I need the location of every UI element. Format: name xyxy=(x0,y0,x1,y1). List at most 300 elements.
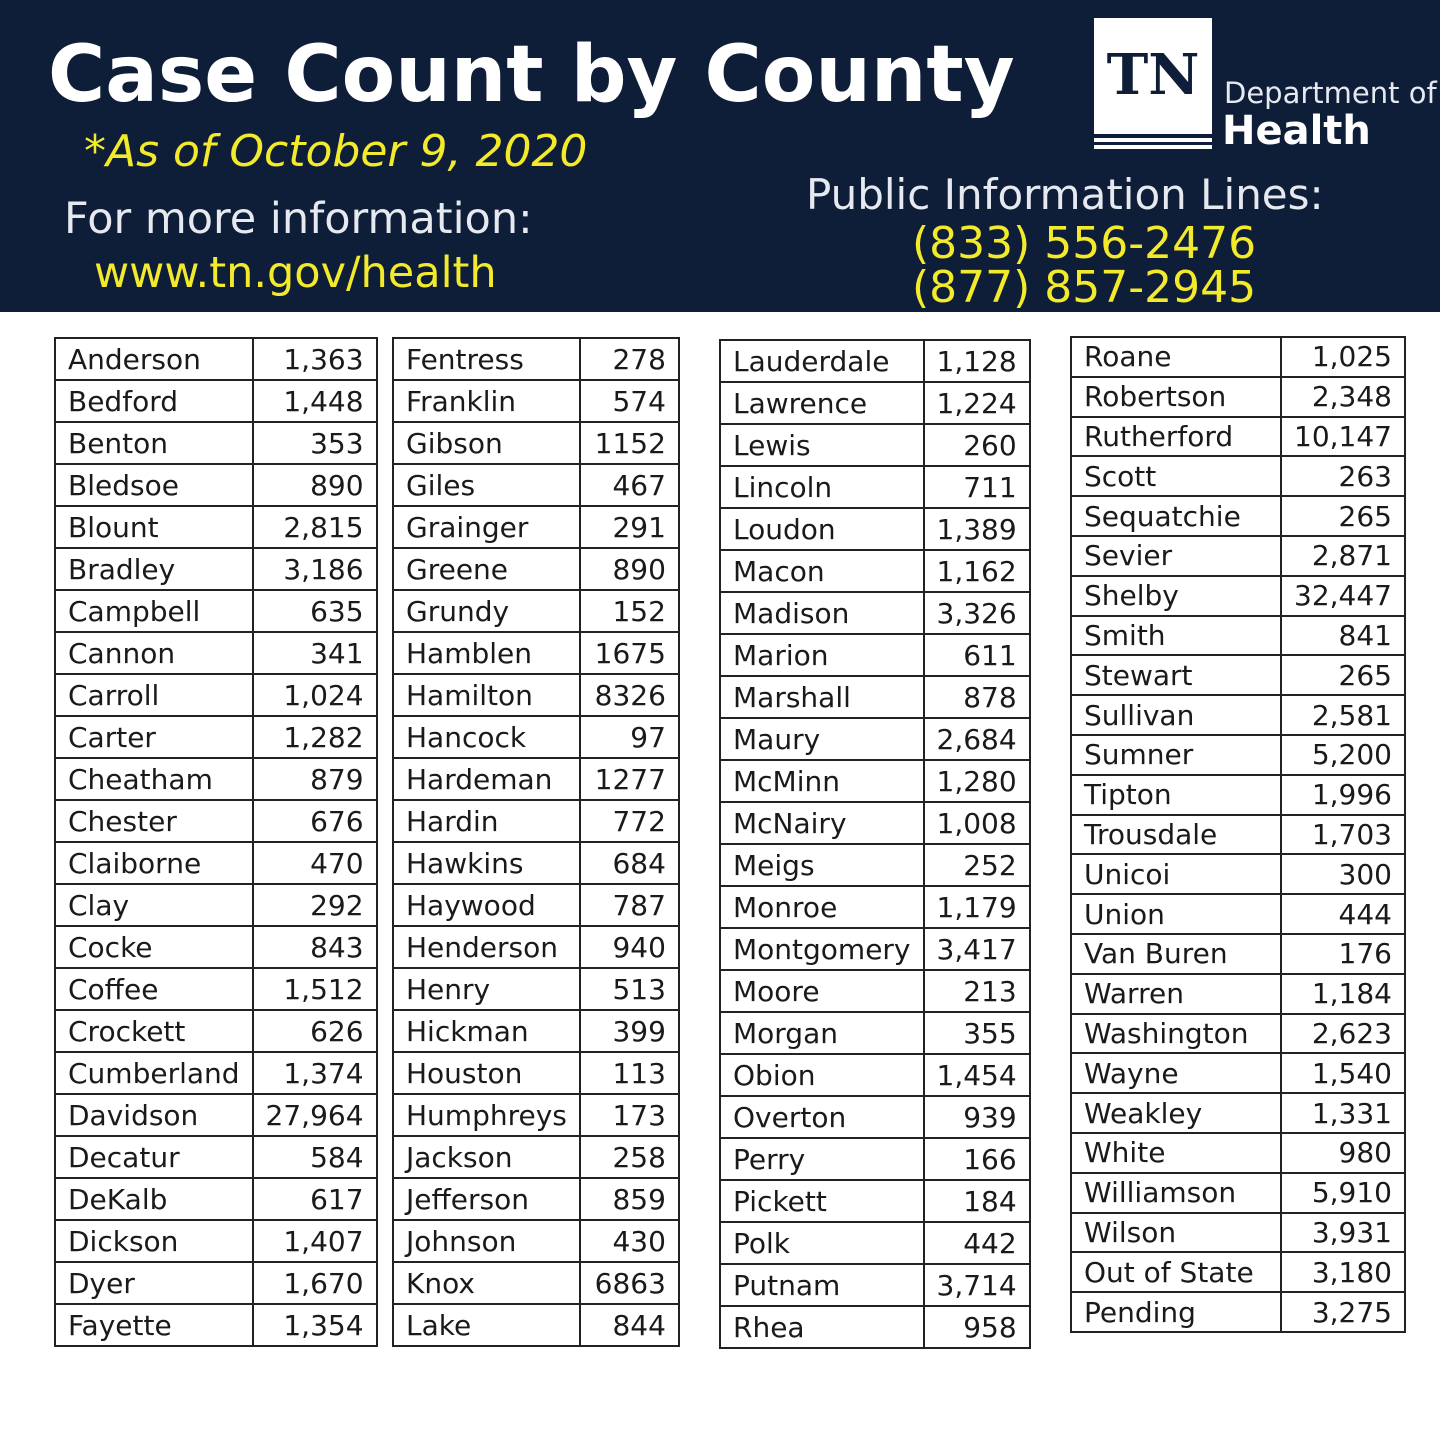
county-name: Madison xyxy=(720,592,924,634)
case-count: 3,326 xyxy=(924,592,1030,634)
case-count: 626 xyxy=(253,1010,377,1052)
table-row xyxy=(55,464,377,506)
county-name: Out of State xyxy=(1071,1252,1281,1292)
table-row xyxy=(393,1220,679,1262)
case-count: 300 xyxy=(1281,854,1405,894)
county-name: Davidson xyxy=(55,1094,253,1136)
case-count: 291 xyxy=(580,506,679,548)
table-row xyxy=(55,1052,377,1094)
table-row xyxy=(55,1262,377,1304)
case-count: 676 xyxy=(253,800,377,842)
county-name: Crockett xyxy=(55,1010,253,1052)
table-row xyxy=(1071,536,1405,576)
page-title: Case Count by County xyxy=(48,30,1015,120)
county-name: Stewart xyxy=(1071,655,1281,695)
table-row xyxy=(720,970,1030,1012)
county-name: Cannon xyxy=(55,632,253,674)
case-count: 184 xyxy=(924,1180,1030,1222)
case-count: 980 xyxy=(1281,1133,1405,1173)
table-row xyxy=(720,508,1030,550)
table-row xyxy=(1071,815,1405,855)
table-row xyxy=(55,1136,377,1178)
case-count: 1,280 xyxy=(924,760,1030,802)
table-row xyxy=(720,382,1030,424)
case-count: 574 xyxy=(580,380,679,422)
case-count: 265 xyxy=(1281,496,1405,536)
table-row xyxy=(720,1264,1030,1306)
case-count: 2,348 xyxy=(1281,377,1405,417)
case-count: 113 xyxy=(580,1052,679,1094)
county-name: Tipton xyxy=(1071,775,1281,815)
table-row xyxy=(1071,616,1405,656)
case-count: 1,025 xyxy=(1281,337,1405,377)
table-row xyxy=(1071,894,1405,934)
case-count: 1,162 xyxy=(924,550,1030,592)
county-name: Marion xyxy=(720,634,924,676)
case-count: 1277 xyxy=(580,758,679,800)
case-count: 584 xyxy=(253,1136,377,1178)
table-row xyxy=(720,466,1030,508)
county-name: Sequatchie xyxy=(1071,496,1281,536)
case-count: 263 xyxy=(1281,456,1405,496)
table-row xyxy=(393,380,679,422)
county-name: Sumner xyxy=(1071,735,1281,775)
county-name: Loudon xyxy=(720,508,924,550)
table-row xyxy=(55,716,377,758)
county-name: Rutherford xyxy=(1071,417,1281,457)
table-row xyxy=(720,718,1030,760)
case-count: 890 xyxy=(580,548,679,590)
table-row xyxy=(1071,974,1405,1014)
table-row xyxy=(55,884,377,926)
case-count: 711 xyxy=(924,466,1030,508)
county-name: Perry xyxy=(720,1138,924,1180)
case-count: 3,417 xyxy=(924,928,1030,970)
case-count: 1,389 xyxy=(924,508,1030,550)
county-name: Wilson xyxy=(1071,1213,1281,1253)
county-name: White xyxy=(1071,1133,1281,1173)
case-count: 611 xyxy=(924,634,1030,676)
county-name: Pending xyxy=(1071,1292,1281,1332)
case-count: 176 xyxy=(1281,934,1405,974)
county-name: Unicoi xyxy=(1071,854,1281,894)
table-row xyxy=(393,1178,679,1220)
case-count: 1,454 xyxy=(924,1054,1030,1096)
county-name: Dyer xyxy=(55,1262,253,1304)
county-name: Meigs xyxy=(720,844,924,886)
case-count: 1,448 xyxy=(253,380,377,422)
county-name: Fentress xyxy=(393,338,580,380)
county-name: Moore xyxy=(720,970,924,1012)
case-count: 890 xyxy=(253,464,377,506)
county-name: Bradley xyxy=(55,548,253,590)
case-count: 399 xyxy=(580,1010,679,1052)
case-count: 467 xyxy=(580,464,679,506)
county-name: Humphreys xyxy=(393,1094,580,1136)
case-count: 1,670 xyxy=(253,1262,377,1304)
case-count: 442 xyxy=(924,1222,1030,1264)
county-name: Marshall xyxy=(720,676,924,718)
logo-department-text: Department of xyxy=(1224,76,1437,110)
case-count: 8326 xyxy=(580,674,679,716)
table-row xyxy=(393,506,679,548)
case-count: 3,275 xyxy=(1281,1292,1405,1332)
county-name: Pickett xyxy=(720,1180,924,1222)
table-row xyxy=(393,422,679,464)
case-count: 1152 xyxy=(580,422,679,464)
table-row xyxy=(55,926,377,968)
county-name: Scott xyxy=(1071,456,1281,496)
county-name: Putnam xyxy=(720,1264,924,1306)
case-count: 1,374 xyxy=(253,1052,377,1094)
county-name: Macon xyxy=(720,550,924,592)
case-count: 2,871 xyxy=(1281,536,1405,576)
case-count: 353 xyxy=(253,422,377,464)
county-name: Coffee xyxy=(55,968,253,1010)
county-name: Hardeman xyxy=(393,758,580,800)
county-name: Johnson xyxy=(393,1220,580,1262)
case-count: 1,008 xyxy=(924,802,1030,844)
case-count: 5,200 xyxy=(1281,735,1405,775)
case-count: 879 xyxy=(253,758,377,800)
county-name: Sevier xyxy=(1071,536,1281,576)
table-row xyxy=(55,590,377,632)
county-name: Rhea xyxy=(720,1306,924,1348)
case-count: 1,179 xyxy=(924,886,1030,928)
as-of-date: *As of October 9, 2020 xyxy=(84,126,588,177)
county-name: McMinn xyxy=(720,760,924,802)
table-row xyxy=(393,590,679,632)
table-row xyxy=(55,842,377,884)
county-name: Henry xyxy=(393,968,580,1010)
county-table-3 xyxy=(719,339,1031,1349)
table-row xyxy=(393,926,679,968)
case-count: 635 xyxy=(253,590,377,632)
case-count: 843 xyxy=(253,926,377,968)
county-name: Grainger xyxy=(393,506,580,548)
table-row xyxy=(720,1180,1030,1222)
table-row xyxy=(55,674,377,716)
case-count: 430 xyxy=(580,1220,679,1262)
table-row xyxy=(1071,1133,1405,1173)
county-name: Union xyxy=(1071,894,1281,934)
county-name: Bledsoe xyxy=(55,464,253,506)
county-name: Morgan xyxy=(720,1012,924,1054)
case-count: 787 xyxy=(580,884,679,926)
table-row xyxy=(1071,456,1405,496)
table-row xyxy=(720,760,1030,802)
table-row xyxy=(393,1052,679,1094)
table-row xyxy=(393,674,679,716)
table-row xyxy=(55,1304,377,1346)
table-row xyxy=(55,632,377,674)
table-row xyxy=(55,422,377,464)
county-name: Carroll xyxy=(55,674,253,716)
county-name: Williamson xyxy=(1071,1173,1281,1213)
table-row xyxy=(720,634,1030,676)
county-name: Haywood xyxy=(393,884,580,926)
county-name: Hawkins xyxy=(393,842,580,884)
county-name: Washington xyxy=(1071,1014,1281,1054)
phone-number-2: (877) 857-2945 xyxy=(912,262,1257,313)
table-row xyxy=(1071,655,1405,695)
county-name: Fayette xyxy=(55,1304,253,1346)
table-row xyxy=(1071,576,1405,616)
logo-rule xyxy=(1094,138,1212,142)
table-row xyxy=(55,380,377,422)
case-count: 213 xyxy=(924,970,1030,1012)
county-name: Obion xyxy=(720,1054,924,1096)
county-name: Warren xyxy=(1071,974,1281,1014)
county-name: Cocke xyxy=(55,926,253,968)
table-row xyxy=(720,844,1030,886)
county-name: Hardin xyxy=(393,800,580,842)
case-count: 152 xyxy=(580,590,679,632)
case-count: 97 xyxy=(580,716,679,758)
county-table-2 xyxy=(392,337,680,1347)
table-row xyxy=(55,968,377,1010)
case-count: 3,180 xyxy=(1281,1252,1405,1292)
case-count: 1,354 xyxy=(253,1304,377,1346)
table-row xyxy=(1071,1213,1405,1253)
table-row xyxy=(1071,377,1405,417)
county-name: Wayne xyxy=(1071,1053,1281,1093)
table-row xyxy=(393,1136,679,1178)
case-count: 32,447 xyxy=(1281,576,1405,616)
case-count: 1,128 xyxy=(924,340,1030,382)
table-row xyxy=(55,338,377,380)
case-count: 260 xyxy=(924,424,1030,466)
county-name: Van Buren xyxy=(1071,934,1281,974)
table-row xyxy=(720,1096,1030,1138)
public-info-label: Public Information Lines: xyxy=(806,170,1324,219)
county-name: Dickson xyxy=(55,1220,253,1262)
county-name: Hancock xyxy=(393,716,580,758)
table-row xyxy=(720,1306,1030,1348)
table-row xyxy=(393,968,679,1010)
table-row xyxy=(393,1010,679,1052)
case-count: 2,815 xyxy=(253,506,377,548)
table-row xyxy=(393,758,679,800)
case-count: 1,224 xyxy=(924,382,1030,424)
table-row xyxy=(393,842,679,884)
logo-health-text: Health xyxy=(1222,108,1371,154)
table-row xyxy=(720,802,1030,844)
table-row xyxy=(720,676,1030,718)
county-name: Claiborne xyxy=(55,842,253,884)
case-count: 3,714 xyxy=(924,1264,1030,1306)
table-row xyxy=(1071,337,1405,377)
county-name: Gibson xyxy=(393,422,580,464)
website-url: www.tn.gov/health xyxy=(94,248,497,298)
table-row xyxy=(1071,417,1405,457)
table-row xyxy=(720,340,1030,382)
case-count: 1,540 xyxy=(1281,1053,1405,1093)
table-row xyxy=(1071,1053,1405,1093)
case-count: 6863 xyxy=(580,1262,679,1304)
table-row xyxy=(55,758,377,800)
case-count: 1,282 xyxy=(253,716,377,758)
county-name: Shelby xyxy=(1071,576,1281,616)
case-count: 841 xyxy=(1281,616,1405,656)
county-name: Houston xyxy=(393,1052,580,1094)
county-name: Lincoln xyxy=(720,466,924,508)
county-name: Carter xyxy=(55,716,253,758)
case-count: 470 xyxy=(253,842,377,884)
case-count: 2,684 xyxy=(924,718,1030,760)
case-count: 27,964 xyxy=(253,1094,377,1136)
table-row xyxy=(55,548,377,590)
case-count: 939 xyxy=(924,1096,1030,1138)
county-table-4 xyxy=(1070,336,1406,1333)
table-row xyxy=(1071,1014,1405,1054)
county-name: Knox xyxy=(393,1262,580,1304)
case-count: 265 xyxy=(1281,655,1405,695)
table-row xyxy=(720,1138,1030,1180)
table-row xyxy=(720,928,1030,970)
case-count: 859 xyxy=(580,1178,679,1220)
table-row xyxy=(55,1094,377,1136)
table-row xyxy=(1071,496,1405,536)
county-name: Roane xyxy=(1071,337,1281,377)
table-row xyxy=(55,1010,377,1052)
county-name: Clay xyxy=(55,884,253,926)
table-row xyxy=(393,338,679,380)
tn-logo xyxy=(1094,18,1212,134)
county-name: Hamblen xyxy=(393,632,580,674)
table-row xyxy=(393,548,679,590)
case-count: 1,363 xyxy=(253,338,377,380)
table-row xyxy=(55,1178,377,1220)
case-count: 278 xyxy=(580,338,679,380)
county-name: Hamilton xyxy=(393,674,580,716)
case-count: 166 xyxy=(924,1138,1030,1180)
county-name: Jackson xyxy=(393,1136,580,1178)
county-name: Lauderdale xyxy=(720,340,924,382)
county-name: McNairy xyxy=(720,802,924,844)
case-count: 355 xyxy=(924,1012,1030,1054)
table-row xyxy=(1071,1252,1405,1292)
case-count: 258 xyxy=(580,1136,679,1178)
county-name: Bedford xyxy=(55,380,253,422)
case-count: 1675 xyxy=(580,632,679,674)
case-count: 940 xyxy=(580,926,679,968)
case-count: 958 xyxy=(924,1306,1030,1348)
case-count: 1,996 xyxy=(1281,775,1405,815)
table-row xyxy=(1071,695,1405,735)
case-count: 10,147 xyxy=(1281,417,1405,457)
table-row xyxy=(1071,1292,1405,1332)
county-name: Lake xyxy=(393,1304,580,1346)
case-count: 878 xyxy=(924,676,1030,718)
table-row xyxy=(720,886,1030,928)
county-name: Overton xyxy=(720,1096,924,1138)
county-name: Cheatham xyxy=(55,758,253,800)
case-count: 772 xyxy=(580,800,679,842)
county-name: Polk xyxy=(720,1222,924,1264)
case-count: 1,407 xyxy=(253,1220,377,1262)
phone-number-1: (833) 556-2476 xyxy=(912,218,1257,269)
logo-rule xyxy=(1094,145,1212,149)
county-name: Maury xyxy=(720,718,924,760)
case-count: 1,703 xyxy=(1281,815,1405,855)
table-row xyxy=(1071,735,1405,775)
case-count: 5,910 xyxy=(1281,1173,1405,1213)
table-row xyxy=(393,716,679,758)
county-name: Grundy xyxy=(393,590,580,632)
table-row xyxy=(720,1222,1030,1264)
table-row xyxy=(393,884,679,926)
county-name: Anderson xyxy=(55,338,253,380)
case-count: 2,623 xyxy=(1281,1014,1405,1054)
case-count: 173 xyxy=(580,1094,679,1136)
case-count: 341 xyxy=(253,632,377,674)
county-name: Lawrence xyxy=(720,382,924,424)
county-name: Lewis xyxy=(720,424,924,466)
table-row xyxy=(393,1304,679,1346)
county-name: Decatur xyxy=(55,1136,253,1178)
county-name: Benton xyxy=(55,422,253,464)
table-row xyxy=(1071,1093,1405,1133)
table-row xyxy=(393,1094,679,1136)
case-count: 684 xyxy=(580,842,679,884)
table-row xyxy=(393,800,679,842)
county-name: Sullivan xyxy=(1071,695,1281,735)
county-name: Franklin xyxy=(393,380,580,422)
case-count: 252 xyxy=(924,844,1030,886)
county-name: Giles xyxy=(393,464,580,506)
county-name: Robertson xyxy=(1071,377,1281,417)
county-name: Monroe xyxy=(720,886,924,928)
case-count: 1,184 xyxy=(1281,974,1405,1014)
tn-logo-mark: TN xyxy=(1106,42,1200,108)
county-name: Campbell xyxy=(55,590,253,632)
table-row xyxy=(55,1220,377,1262)
county-name: Montgomery xyxy=(720,928,924,970)
case-count: 292 xyxy=(253,884,377,926)
county-name: Cumberland xyxy=(55,1052,253,1094)
table-row xyxy=(393,1262,679,1304)
case-count: 3,931 xyxy=(1281,1213,1405,1253)
table-row xyxy=(1071,934,1405,974)
county-name: Blount xyxy=(55,506,253,548)
table-row xyxy=(720,424,1030,466)
table-row xyxy=(1071,1173,1405,1213)
case-count: 617 xyxy=(253,1178,377,1220)
case-count: 3,186 xyxy=(253,548,377,590)
county-name: Trousdale xyxy=(1071,815,1281,855)
table-row xyxy=(55,800,377,842)
table-row xyxy=(720,1012,1030,1054)
case-count: 1,512 xyxy=(253,968,377,1010)
table-row xyxy=(55,506,377,548)
case-count: 444 xyxy=(1281,894,1405,934)
county-name: DeKalb xyxy=(55,1178,253,1220)
table-row xyxy=(720,1054,1030,1096)
table-row xyxy=(720,550,1030,592)
county-name: Chester xyxy=(55,800,253,842)
more-info-label: For more information: xyxy=(64,194,533,244)
county-name: Henderson xyxy=(393,926,580,968)
table-row xyxy=(393,464,679,506)
county-name: Weakley xyxy=(1071,1093,1281,1133)
case-count: 1,024 xyxy=(253,674,377,716)
county-name: Smith xyxy=(1071,616,1281,656)
case-count: 1,331 xyxy=(1281,1093,1405,1133)
table-row xyxy=(1071,775,1405,815)
case-count: 844 xyxy=(580,1304,679,1346)
header-banner xyxy=(0,0,1440,312)
